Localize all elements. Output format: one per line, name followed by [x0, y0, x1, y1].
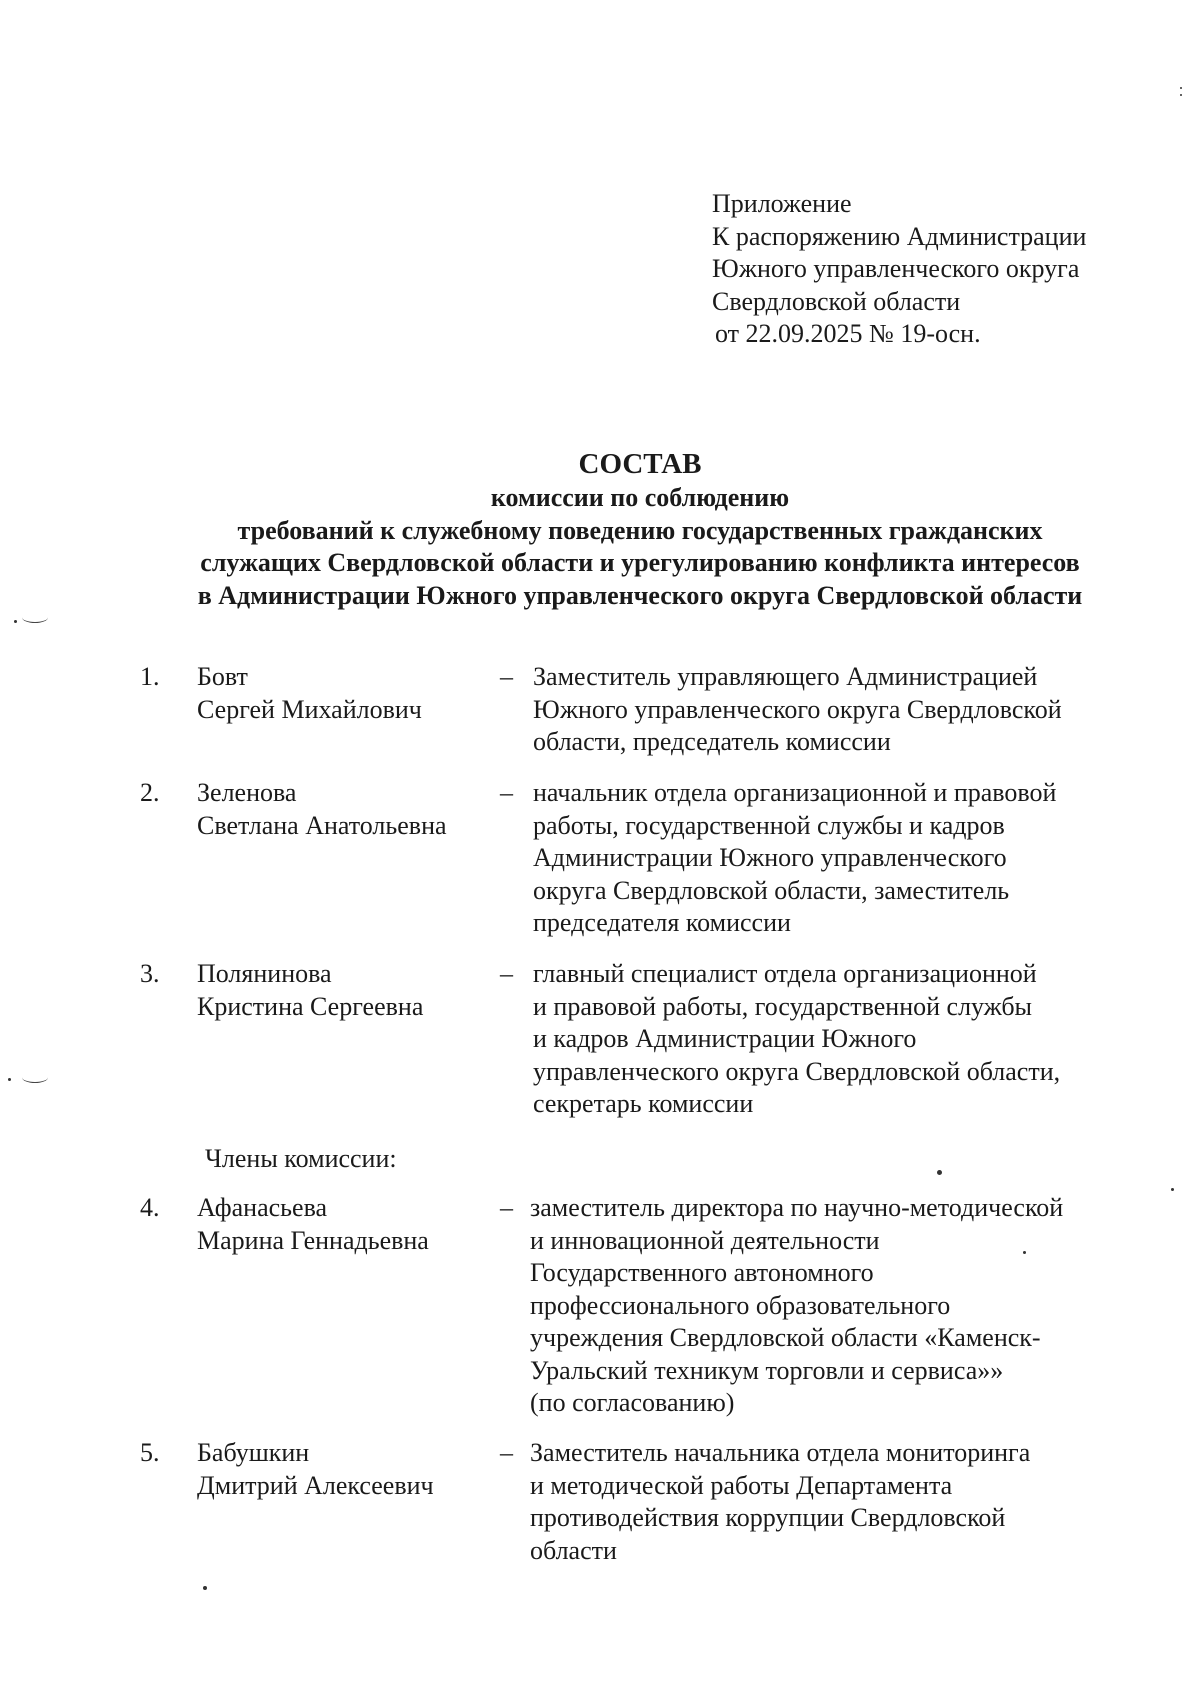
- title-line: служащих Свердловской области и урегулированию конфликта интересов: [200, 548, 1080, 577]
- role-line: и методической работы Департамента: [530, 1470, 953, 1500]
- member-dash: –: [500, 662, 513, 691]
- role-line: управленческого округа Свердловской области,: [533, 1056, 1061, 1086]
- role-line: и инновационной деятельности: [530, 1225, 880, 1255]
- role-line: Государственного автономного: [530, 1258, 874, 1287]
- member-name: [197, 958, 423, 1023]
- member-role: [533, 661, 1133, 759]
- role-line: (по согласованию): [530, 1388, 735, 1417]
- role-line: заместитель директора по научно-методической: [530, 1193, 1064, 1222]
- title-line: требований к служебному поведению государственных гражданских: [237, 515, 1043, 545]
- role-line: работы, государственной службы и кадров: [533, 810, 1005, 840]
- member-number: 4.: [140, 1193, 160, 1222]
- scan-speck: [1180, 87, 1182, 89]
- member-name: [197, 661, 422, 726]
- member-dash: –: [500, 959, 513, 988]
- document-title: [140, 446, 1140, 612]
- member-dash: –: [500, 1438, 513, 1467]
- member-surname: Зеленова: [197, 778, 297, 807]
- member-given-names: Марина Геннадьевна: [197, 1225, 429, 1255]
- scan-mark: [22, 1072, 48, 1083]
- appendix-line: Приложение: [712, 189, 852, 218]
- scan-speck: [1171, 1188, 1174, 1191]
- appendix-line: К распоряжению Администрации: [712, 221, 1087, 251]
- role-line: Администрации Южного управленческого: [533, 843, 1007, 872]
- scan-speck: [203, 1586, 207, 1590]
- member-surname: Бовт: [197, 662, 248, 691]
- scan-speck: [14, 620, 17, 623]
- member-given-names: Светлана Анатольевна: [197, 810, 447, 840]
- scan-speck: [937, 1170, 942, 1175]
- title-main: СОСТАВ: [578, 448, 702, 480]
- scan-mark: [22, 612, 48, 623]
- role-line: области, председатель комиссии: [533, 727, 891, 756]
- member-dash: –: [500, 778, 513, 807]
- appendix-line: Южного управленческого округа: [712, 254, 1080, 283]
- title-line: комиссии по соблюдению: [490, 483, 790, 512]
- member-number: 1.: [140, 662, 160, 691]
- role-line: противодействия коррупции Свердловской: [530, 1503, 1006, 1532]
- member-role: [530, 1437, 1130, 1567]
- title-line: в Администрации Южного управленческого округа Свердловской области: [197, 580, 1083, 610]
- role-line: профессионального образовательного: [530, 1290, 951, 1320]
- member-surname: Афанасьева: [197, 1193, 328, 1222]
- appendix-date: от 22.09.2025 № 19-осн.: [715, 319, 981, 348]
- role-line: учреждения Свердловской области «Каменск-: [530, 1323, 1041, 1352]
- member-role: [533, 777, 1133, 940]
- member-given-names: Дмитрий Алексеевич: [197, 1470, 434, 1500]
- member-name: [197, 1437, 434, 1502]
- role-line: Уральский техникум торговли и сервиса»»: [530, 1355, 1004, 1385]
- member-name: [197, 777, 447, 842]
- scan-speck: [8, 1078, 11, 1081]
- member-role: [533, 958, 1133, 1121]
- member-given-names: Кристина Сергеевна: [197, 991, 424, 1021]
- member-number: 2.: [140, 778, 160, 807]
- role-line: главный специалист отдела организационной: [533, 959, 1037, 988]
- role-line: Заместитель начальника отдела мониторинга: [530, 1438, 1031, 1467]
- member-role: [530, 1192, 1130, 1420]
- role-line: начальник отдела организационной и правовой: [533, 778, 1057, 807]
- role-line: и правовой работы, государственной службы: [533, 991, 1033, 1021]
- member-surname: Бабушкин: [197, 1438, 310, 1467]
- appendix-header: [712, 188, 1086, 351]
- member-number: 5.: [140, 1438, 160, 1467]
- role-line: области: [530, 1535, 617, 1565]
- appendix-line: Свердловской области: [712, 286, 961, 316]
- member-dash: –: [500, 1193, 513, 1222]
- member-name: [197, 1192, 429, 1257]
- member-given-names: Сергей Михайлович: [197, 694, 422, 724]
- scan-speck: [1180, 94, 1182, 96]
- member-number: 3.: [140, 959, 160, 988]
- role-line: Заместитель управляющего Администрацией: [533, 662, 1038, 691]
- role-line: секретарь комиссии: [533, 1089, 754, 1118]
- role-line: округа Свердловской области, заместитель: [533, 875, 1010, 905]
- role-line: и кадров Администрации Южного: [533, 1024, 917, 1053]
- member-surname: Полянинова: [197, 959, 332, 988]
- scan-speck: [1023, 1251, 1026, 1254]
- role-line: председателя комиссии: [533, 908, 791, 937]
- members-heading: Члены комиссии:: [205, 1144, 397, 1173]
- role-line: Южного управленческого округа Свердловской: [533, 694, 1062, 724]
